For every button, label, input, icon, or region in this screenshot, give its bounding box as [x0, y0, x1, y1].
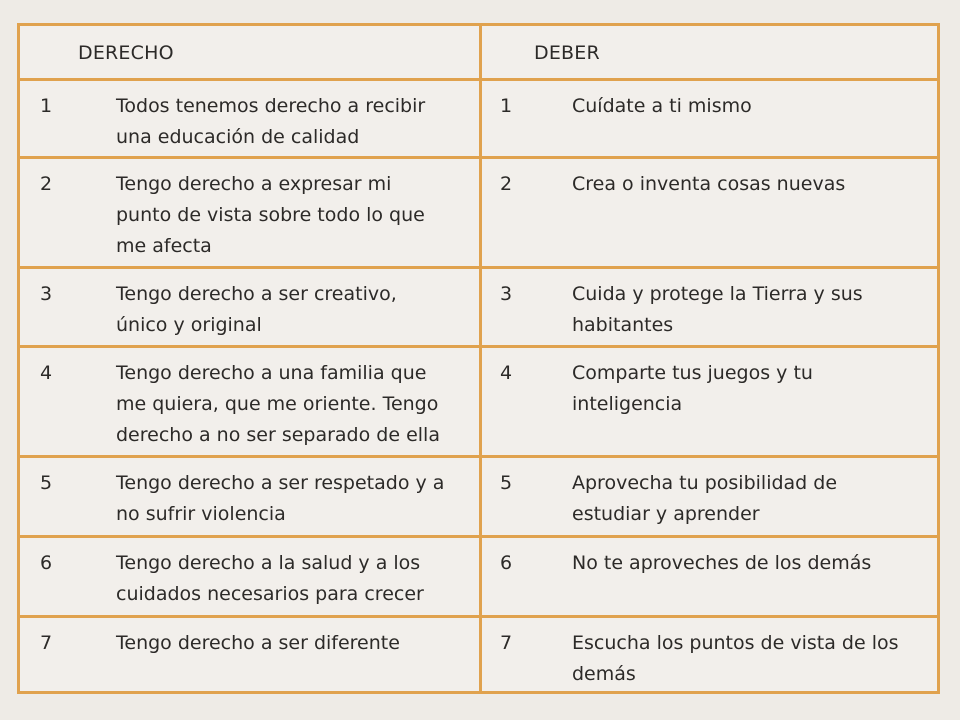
deber-number: 5: [500, 472, 513, 494]
deber-number: 3: [500, 283, 513, 305]
column-header-derecho: DERECHO: [78, 42, 174, 64]
deber-text: Comparte tus juegos y tu inteligencia: [572, 362, 813, 415]
derecho-cell: [20, 159, 479, 266]
deber-text: Cuídate a ti mismo: [572, 95, 752, 117]
derecho-cell: [20, 618, 479, 691]
deber-number: 7: [500, 632, 513, 654]
rights-duties-table: [17, 23, 940, 694]
derecho-number: 1: [40, 95, 53, 117]
derecho-text: Tengo derecho a ser respetado y a no sufrir violencia: [116, 472, 445, 525]
derecho-cell: [20, 81, 479, 156]
deber-cell: [482, 159, 937, 266]
deber-cell: [482, 458, 937, 535]
deber-cell: [482, 618, 937, 691]
table-row: [20, 535, 937, 615]
table-row: [20, 78, 937, 156]
derecho-number: 6: [40, 552, 53, 574]
derecho-number: 2: [40, 173, 53, 195]
deber-text: Aprovecha tu posibilidad de estudiar y aprender: [572, 472, 838, 525]
derecho-text: Tengo derecho a expresar mi punto de vista sobre todo lo que me afecta: [116, 173, 425, 257]
deber-number: 2: [500, 173, 513, 195]
derecho-number: 4: [40, 362, 53, 384]
table-row: [20, 615, 937, 691]
deber-cell: [482, 348, 937, 455]
deber-number: 6: [500, 552, 513, 574]
deber-text: No te aproveches de los demás: [572, 552, 872, 574]
derecho-number: 7: [40, 632, 53, 654]
header-cell-derecho: [20, 26, 479, 81]
table-row: [20, 345, 937, 455]
deber-number: 4: [500, 362, 513, 384]
derecho-text: Tengo derecho a ser diferente: [116, 632, 400, 654]
deber-cell: [482, 538, 937, 615]
deber-number: 1: [500, 95, 513, 117]
derecho-number: 5: [40, 472, 53, 494]
derecho-cell: [20, 269, 479, 345]
column-header-deber: DEBER: [534, 42, 600, 64]
deber-cell: [482, 269, 937, 345]
deber-text: Cuida y protege la Tierra y sus habitantes: [572, 283, 863, 336]
deber-text: Crea o inventa cosas nuevas: [572, 173, 846, 195]
table-row: [20, 266, 937, 345]
deber-cell: [482, 81, 937, 156]
derecho-text: Tengo derecho a ser creativo, único y original: [116, 283, 397, 336]
deber-text: Escucha los puntos de vista de los demás: [572, 632, 899, 685]
derecho-text: Tengo derecho a una familia que me quiera, que me oriente. Tengo derecho a no ser separado de ella: [116, 362, 440, 446]
table-row: [20, 455, 937, 535]
derecho-cell: [20, 348, 479, 455]
derecho-number: 3: [40, 283, 53, 305]
derecho-cell: [20, 538, 479, 615]
derecho-text: Todos tenemos derecho a recibir una educación de calidad: [116, 95, 426, 148]
derecho-cell: [20, 458, 479, 535]
table-row: [20, 156, 937, 266]
derecho-text: Tengo derecho a la salud y a los cuidados necesarios para crecer: [116, 552, 424, 605]
header-cell-deber: [482, 26, 937, 81]
table-header-row: [20, 26, 937, 81]
